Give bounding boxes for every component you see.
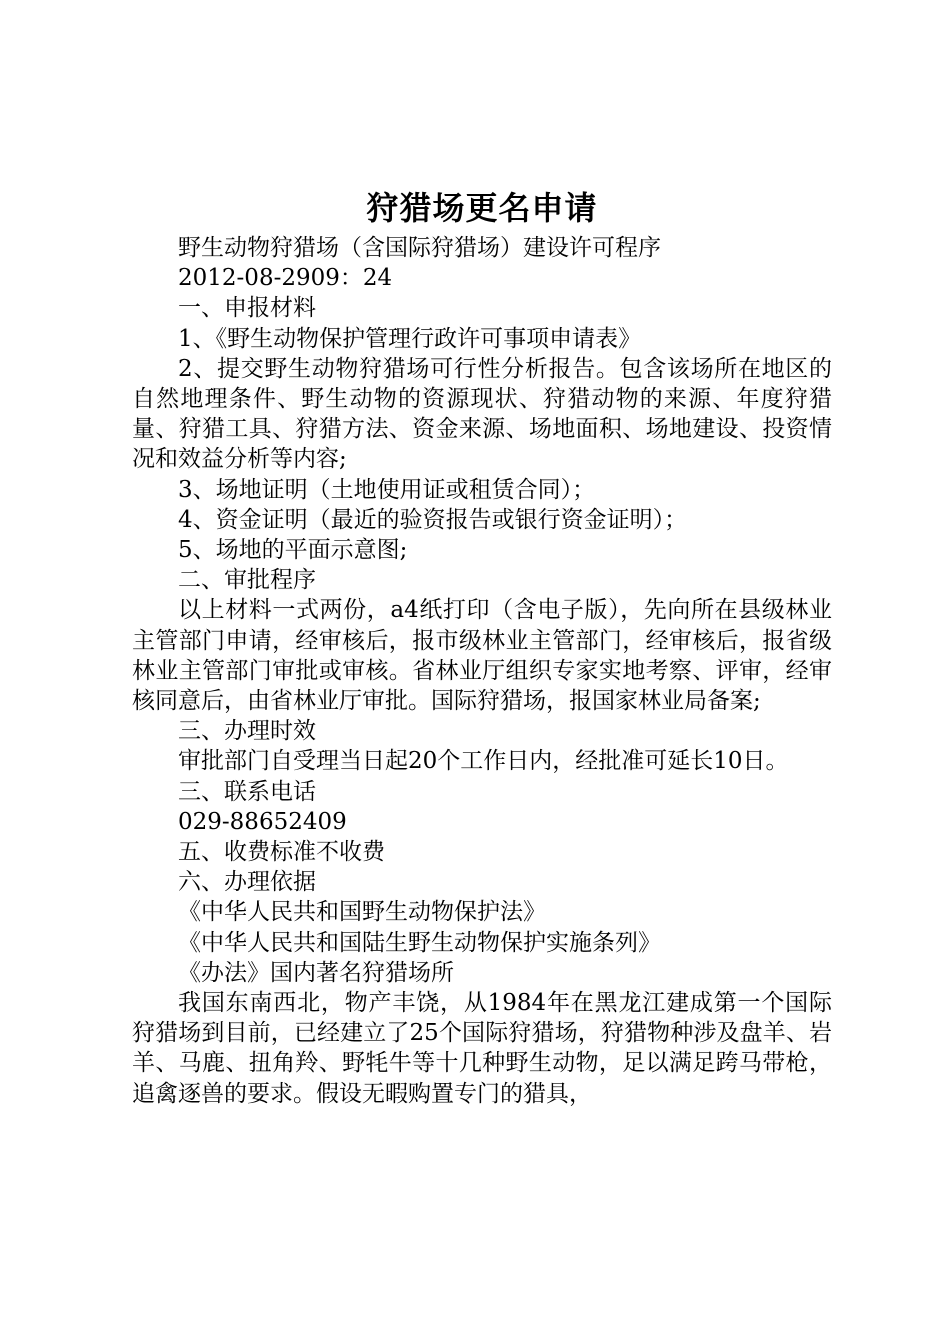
section-heading-contact: 三、联系电话 [178,778,316,805]
document-title: 狩猎场更名申请 [366,189,598,227]
paragraph-hunting-grounds: 我国东南西北，物产丰饶，从1984年在黑龙江建成第一个国际狩猎场到目前，已经建立了25个国际狩猎场，狩猎物种涉及盘羊、岩羊、马鹿、扭角羚、野牦牛等十几种野生动物，足以满足跨马带枪，追禽逐兽的要求。假设无暇购置专门的猎具， [132,990,832,1107]
paragraph-item-3: 3、场地证明（土地使用证或租赁合同）； [178,476,596,503]
paragraph-procedure: 以上材料一式两份，a4纸打印（含电子版），先向所在县级林业主管部门申请，经审核后，报市级林业主管部门，经审核后，报省级林业主管部门审批或审核。省林业厅组织专家实地考察、评审，经审核同意后，由省林业厅审批。国际狩猎场，报国家林业局备案; [132,597,832,715]
paragraph-law-1: 《中华人民共和国野生动物保护法》 [178,899,546,926]
paragraph-law-2: 《中华人民共和国陆生野生动物保护实施条列》 [178,929,661,956]
section-heading-basis: 六、办理依据 [178,869,316,896]
paragraph-item-5: 5、场地的平面示意图; [178,537,408,564]
paragraph-item-2: 2、提交野生动物狩猎场可行性分析报告。包含该场所在地区的自然地理条件、野生动物的资源现状、狩猎动物的来源、年度狩猎量、狩猎工具、狩猎方法、资金来源、场地面积、场地建设、投资情况和效益分析等内容; [132,355,832,473]
paragraph-item-4: 4、资金证明（最近的验资报告或银行资金证明）； [178,506,688,533]
paragraph-date: 2012-08-2909：24 [178,265,393,292]
section-heading-timeframe: 三、办理时效 [178,718,316,745]
paragraph-timeframe: 审批部门自受理当日起20个工作日内，经批准可延长10日。 [178,748,789,775]
section-heading-procedure: 二、审批程序 [178,567,316,594]
paragraph-item-1: 1、《野生动物保护管理行政许可事项申请表》 [178,325,642,352]
section-heading-materials: 一、申报材料 [178,295,316,322]
paragraph-phone: 029-88652409 [178,808,347,835]
paragraph-law-3: 《办法》国内著名狩猎场所 [178,959,454,986]
section-heading-fees: 五、收费标准不收费 [178,839,385,866]
paragraph-subtitle: 野生动物狩猎场（含国际狩猎场）建设许可程序 [178,235,661,261]
document-body [132,185,832,1109]
